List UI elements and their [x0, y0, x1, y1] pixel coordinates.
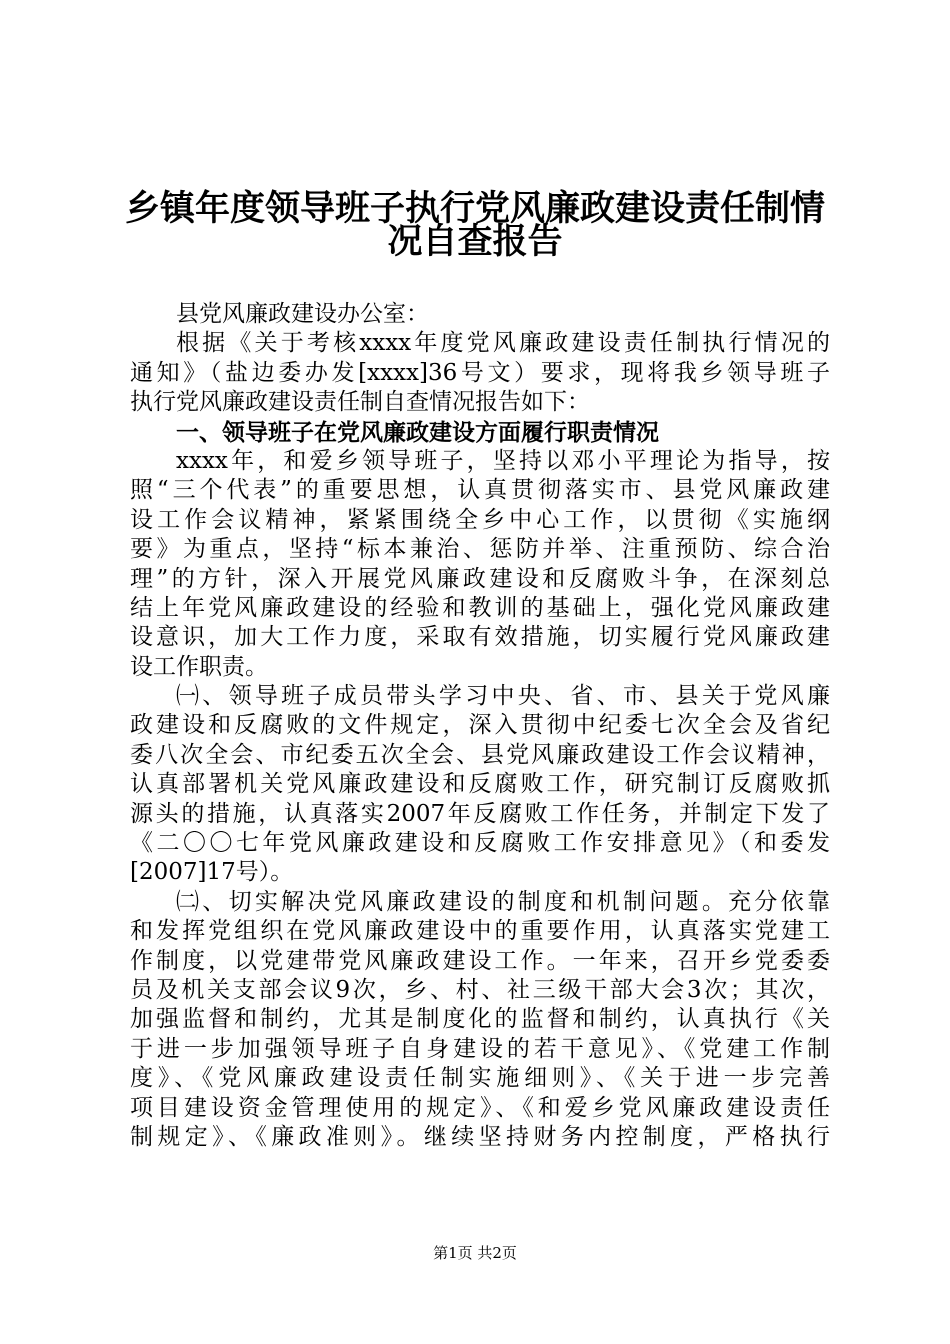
paragraph-line: 《二〇〇七年党风廉政建设和反腐败工作安排意见》（和委发 — [130, 830, 830, 857]
salutation: 县党风廉政建设办公室： — [176, 301, 429, 327]
paragraph-line: 结上年党风廉政建设的经验和教训的基础上，强化党风廉政建 — [130, 594, 830, 621]
paragraph-line: 度》、《党风廉政建设责任制实施细则》、《关于进一步完善 — [130, 1065, 830, 1092]
paragraph-line: 通知》（盐边委办发[xxxx]36号文）要求，现将我乡领导班子 — [130, 359, 830, 386]
paragraph-line: 认真部署机关党风廉政建设和反腐败工作，研究制订反腐败抓 — [130, 771, 830, 798]
paragraph-line: 员及机关支部会议9次，乡、村、社三级干部大会3次；其次， — [130, 976, 830, 1003]
paragraph-line: 制规定》、《廉政准则》。继续坚持财务内控制度，严格执行 — [130, 1123, 830, 1150]
paragraph-line: 执行党风廉政建设责任制自查情况报告如下： — [130, 389, 590, 416]
paragraph-line: ㈡、切实解决党风廉政建设的制度和机制问题。充分依靠 — [176, 888, 830, 915]
paragraph-line: xxxx年，和爱乡领导班子，坚持以邓小平理论为指导，按 — [176, 447, 830, 474]
paragraph-line: 照“三个代表”的重要思想，认真贯彻落实市、县党风廉政建 — [130, 477, 830, 504]
paragraph-line: 委八次全会、市纪委五次全会、县党风廉政建设工作会议精神， — [130, 741, 830, 768]
paragraph-line: 加强监督和制约，尤其是制度化的监督和制约，认真执行《关 — [130, 1006, 830, 1033]
document-title-line-1: 乡镇年度领导班子执行党风廉政建设责任制情 — [124, 188, 825, 229]
document-title-line-2: 况自查报告 — [387, 221, 563, 262]
paragraph-line: 根据《关于考核xxxx年度党风廉政建设责任制执行情况的 — [176, 330, 830, 357]
paragraph-line: ㈠、领导班子成员带头学习中央、省、市、县关于党风廉 — [176, 683, 830, 710]
paragraph-line: 理”的方针，深入开展党风廉政建设和反腐败斗争，在深刻总 — [130, 565, 830, 592]
paragraph-line: 作制度，以党建带党风廉政建设工作。一年来，召开乡党委委 — [130, 947, 830, 974]
section-heading: 一、领导班子在党风廉政建设方面履行职责情况 — [176, 418, 659, 446]
paragraph-line: [2007]17号）。 — [130, 859, 294, 886]
paragraph-line: 项目建设资金管理使用的规定》、《和爱乡党风廉政建设责任 — [130, 1094, 830, 1121]
paragraph-line: 和发挥党组织在党风廉政建设中的重要作用，认真落实党建工 — [130, 918, 830, 945]
paragraph-line: 政建设和反腐败的文件规定，深入贯彻中纪委七次全会及省纪 — [130, 712, 830, 739]
paragraph-line: 于进一步加强领导班子自身建设的若干意见》、《党建工作制 — [130, 1035, 830, 1062]
paragraph-line: 设工作会议精神，紧紧围绕全乡中心工作，以贯彻《实施纲 — [130, 506, 830, 533]
paragraph-line: 设意识，加大工作力度，采取有效措施，切实履行党风廉政建 — [130, 624, 830, 651]
paragraph-line: 要》为重点，坚持“标本兼治、惩防并举、注重预防、综合治 — [130, 536, 830, 563]
document-body — [130, 300, 830, 1152]
page-footer: 第1页 共2页 — [433, 1244, 517, 1262]
paragraph-line: 设工作职责。 — [130, 653, 268, 680]
paragraph-line: 源头的措施，认真落实2007年反腐败工作任务，并制定下发了 — [130, 800, 830, 827]
